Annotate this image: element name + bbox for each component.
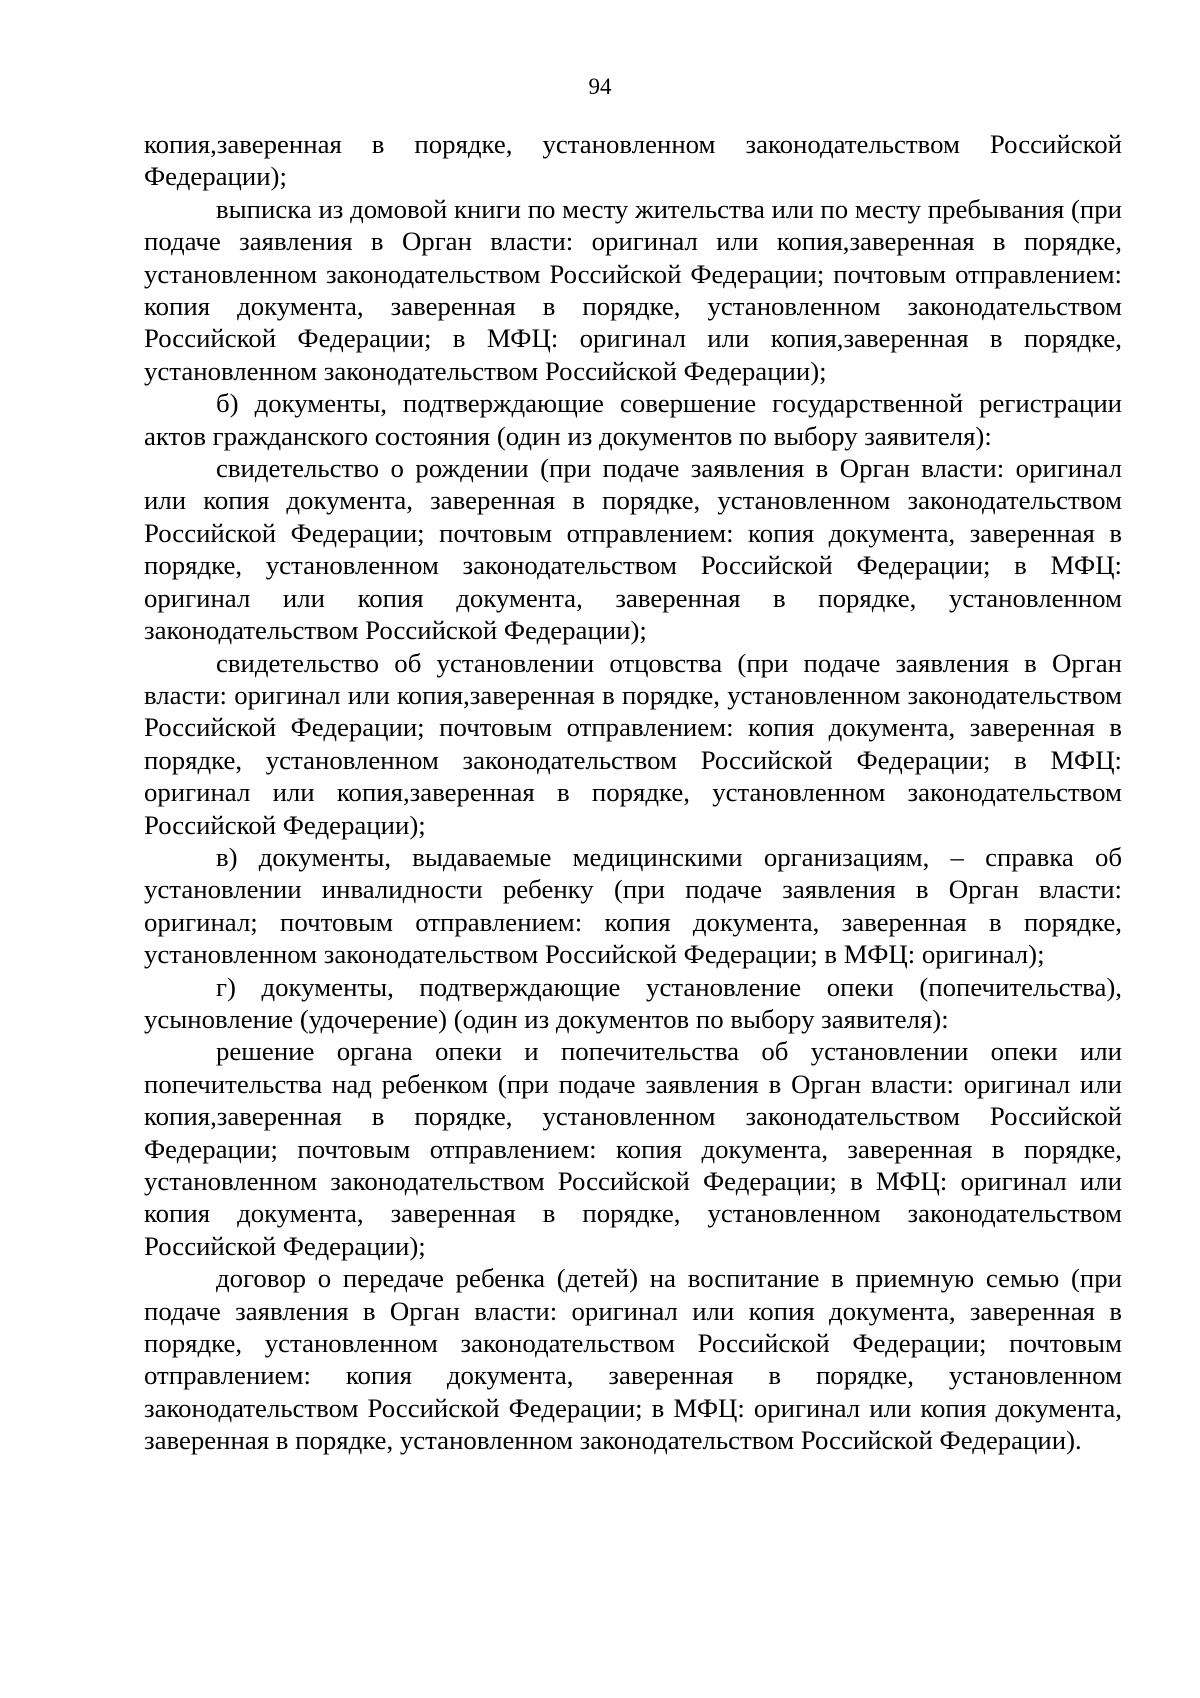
document-body bbox=[144, 128, 1122, 1457]
paragraph: свидетельство о рождении (при подаче заявления в Орган власти: оригинал или копия документа, заверенная в порядке, установленном законодательством Российской Федерации; почтовым отправлением: копия документа, заверенная в порядке, установленном законодательством Российской Федерации; в МФЦ: оригинал или копия документа, заверенная в порядке, установленном законодательством Российской Федерации); bbox=[144, 453, 1122, 646]
paragraph: б) документы, подтверждающие совершение государственной регистрации актов гражданского состояния (один из документов по выбору заявителя): bbox=[144, 388, 1122, 451]
paragraph: свидетельство об установлении отцовства (при подаче заявления в Орган власти: оригинал или копия,заверенная в порядке, установленном законодательством Российской Федерации; почтовым отправлением: копия документа, заверенная в порядке, установленном законодательством Российской Федерации; в МФЦ: оригинал или копия,заверенная в порядке, установленном законодательством Российской Федерации); bbox=[144, 647, 1122, 840]
paragraph: договор о передаче ребенка (детей) на воспитание в приемную семью (при подаче заявления в Орган власти: оригинал или копия документа, заверенная в порядке, установленном законодательством Российской Федерации; почтовым отправлением: копия документа, заверенная в порядке, установленном законодательством Российской Федерации; в МФЦ: оригинал или копия документа, заверенная в порядке, установленном законодательством Российской Федерации). bbox=[144, 1263, 1122, 1456]
paragraph: в) документы, выдаваемые медицинскими организациям, – справка об установлении инвалидности ребенку (при подаче заявления в Орган власти: оригинал; почтовым отправлением: копия документа, заверенная в порядке, установленном законодательством Российской Федерации; в МФЦ: оригинал); bbox=[144, 841, 1122, 970]
paragraph: решение органа опеки и попечительства об установлении опеки или попечительства над ребенком (при подаче заявления в Орган власти: оригинал или копия,заверенная в порядке, установленном законодательством Российской Федерации; почтовым отправлением: копия документа, заверенная в порядке, установленном законодательством Российской Федерации; в МФЦ: оригинал или копия документа, заверенная в порядке, установленном законодательством Российской Федерации); bbox=[144, 1036, 1122, 1261]
paragraph: г) документы, подтверждающие установление опеки (попечительства), усыновление (удочерение) (один из документов по выбору заявителя): bbox=[144, 971, 1122, 1034]
paragraph: выписка из домовой книги по месту жительства или по месту пребывания (при подаче заявления в Орган власти: оригинал или копия,заверенная в порядке, установленном законодательством Российской Федерации; почтовым отправлением: копия документа, заверенная в порядке, установленном законодательством Российской Федерации; в МФЦ: оригинал или копия,заверенная в порядке, установленном законодательством Российской Федерации); bbox=[144, 193, 1122, 386]
page-number: 94 bbox=[588, 74, 612, 99]
paragraph: копия,заверенная в порядке, установленном законодательством Российской Федерации); bbox=[144, 129, 1122, 192]
